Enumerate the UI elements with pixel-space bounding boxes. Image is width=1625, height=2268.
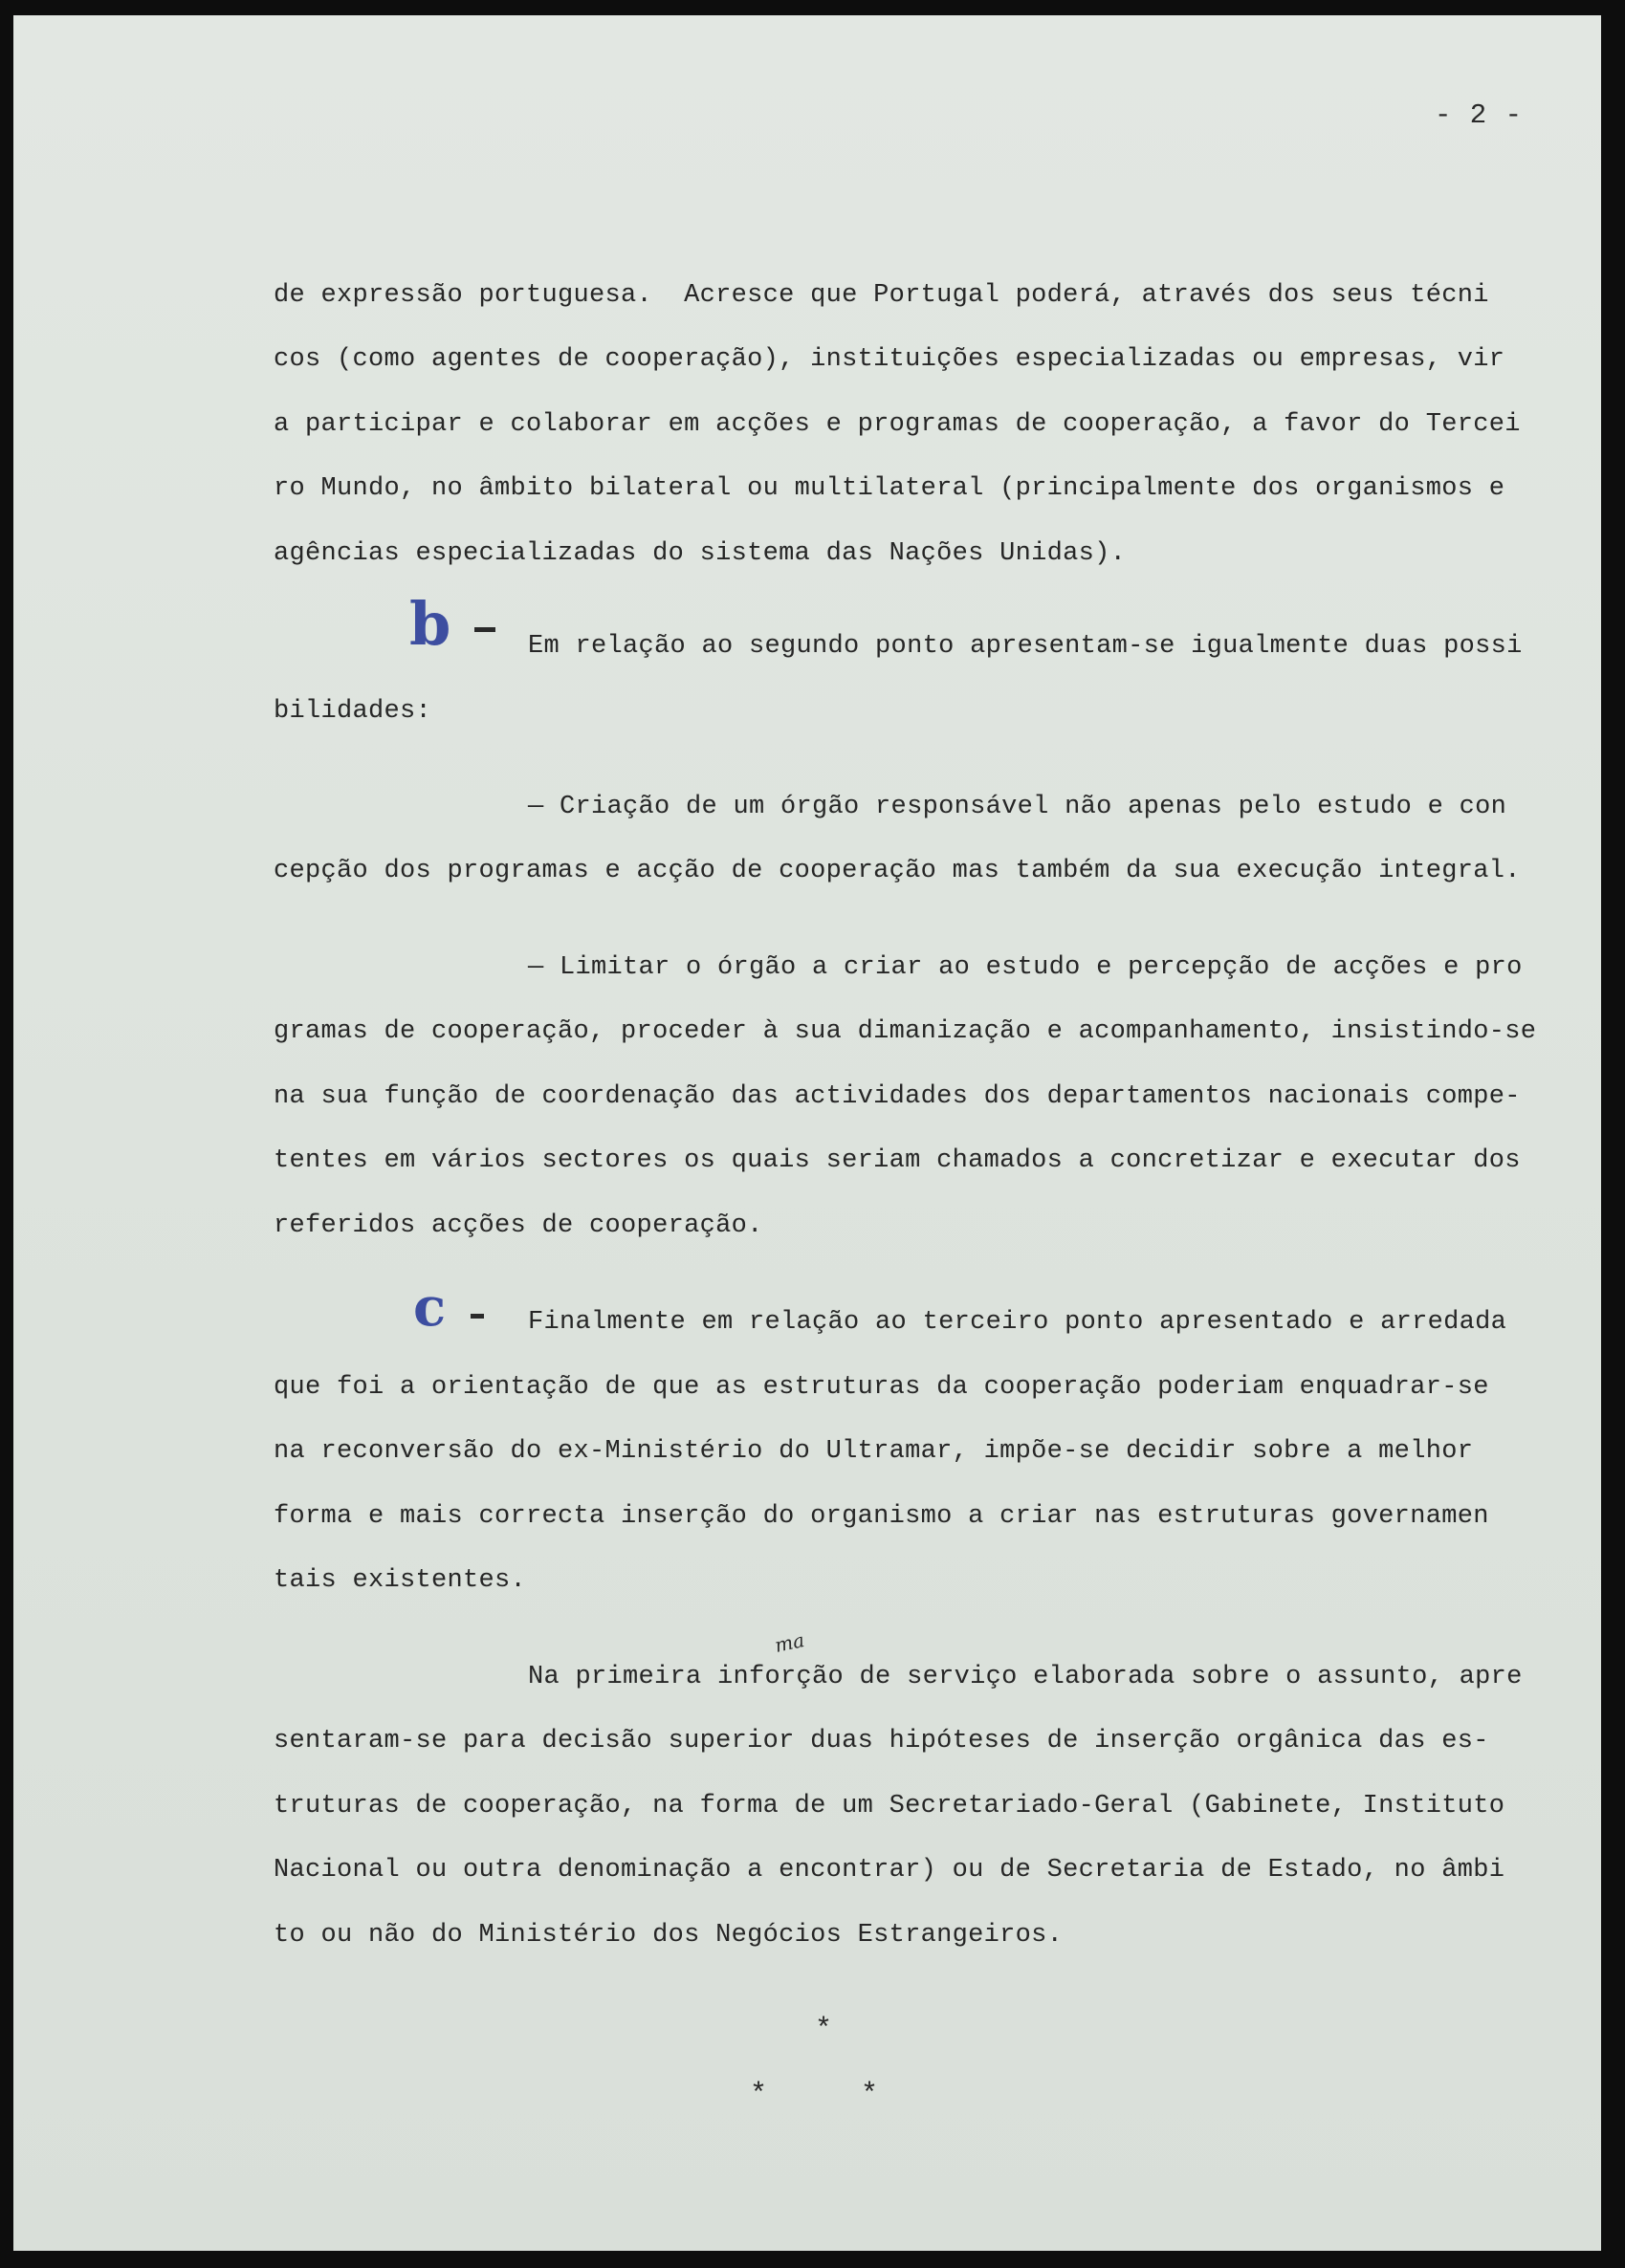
handwritten-marker-c: c (413, 1276, 447, 1339)
p4-line-1: — Limitar o órgão a criar ao estudo e percepção de acções e pro (528, 953, 1523, 982)
p6-line-3: truturas de cooperação, na forma de um Secretariado-Geral (Gabinete, Instituto (274, 1792, 1505, 1821)
p6-line-4: Nacional ou outra denominação a encontrar) ou de Secretaria de Estado, no âmbi (274, 1856, 1505, 1885)
p4-line-2: gramas de cooperação, proceder à sua dimanização e acompanhamento, insistindo-se (274, 1017, 1537, 1046)
p5-line-2: que foi a orientação de que as estruturas da cooperação poderiam enquadrar-se (274, 1373, 1489, 1402)
p5-line-3: na reconversão do ex-Ministério do Ultramar, impõe-se decidir sobre a melhor (274, 1437, 1474, 1466)
handwritten-correction: ma (772, 1628, 807, 1657)
p1-line-3: a participar e colaborar em acções e programas de cooperação, a favor do Tercei (274, 410, 1521, 439)
p1-line-4: ro Mundo, no âmbito bilateral ou multilateral (principalmente dos organismos e (274, 474, 1505, 503)
p4-line-5: referidos acções de cooperação. (274, 1211, 763, 1240)
handwritten-marker-b: b (409, 589, 451, 659)
asterisk-right: * (861, 2079, 879, 2111)
p6-line-1: Na primeira inforção de serviço elaborada sobre o assunto, apre (528, 1663, 1523, 1691)
p5-line-5: tais existentes. (274, 1566, 527, 1595)
document-page (13, 15, 1601, 2251)
asterisk-top: * (815, 2014, 833, 2046)
p1-line-5: agências especializadas do sistema das Nações Unidas). (274, 539, 1127, 568)
p3-line-2: cepção dos programas e acção de cooperação mas também da sua execução integral. (274, 857, 1521, 885)
p3-line-1: — Criação de um órgão responsável não apenas pelo estudo e con (528, 793, 1507, 821)
p5-line-1: Finalmente em relação ao terceiro ponto apresentado e arredada (528, 1308, 1507, 1337)
p5-line-4: forma e mais correcta inserção do organismo a criar nas estruturas governamen (274, 1502, 1489, 1531)
p6-line-2: sentaram-se para decisão superior duas hipóteses de inserção orgânica das es- (274, 1727, 1489, 1756)
dash-marker-2 (471, 1314, 484, 1319)
p1-line-1: de expressão portuguesa. Acresce que Portugal poderá, através dos seus técni (274, 281, 1489, 310)
page-number: - 2 - (1435, 99, 1524, 131)
p2-line-2: bilidades: (274, 697, 432, 726)
dash-marker (474, 627, 495, 632)
p4-line-3: na sua função de coordenação das actividades dos departamentos nacionais compe- (274, 1082, 1521, 1111)
p6-line-5: to ou não do Ministério dos Negócios Estrangeiros. (274, 1921, 1064, 1950)
p4-line-4: tentes em vários sectores os quais seriam chamados a concretizar e executar dos (274, 1146, 1521, 1175)
p1-line-2: cos (como agentes de cooperação), instituições especializadas ou empresas, vir (274, 345, 1505, 374)
p2-line-1: Em relação ao segundo ponto apresentam-se igualmente duas possi (528, 632, 1523, 661)
asterisk-left: * (750, 2079, 768, 2111)
